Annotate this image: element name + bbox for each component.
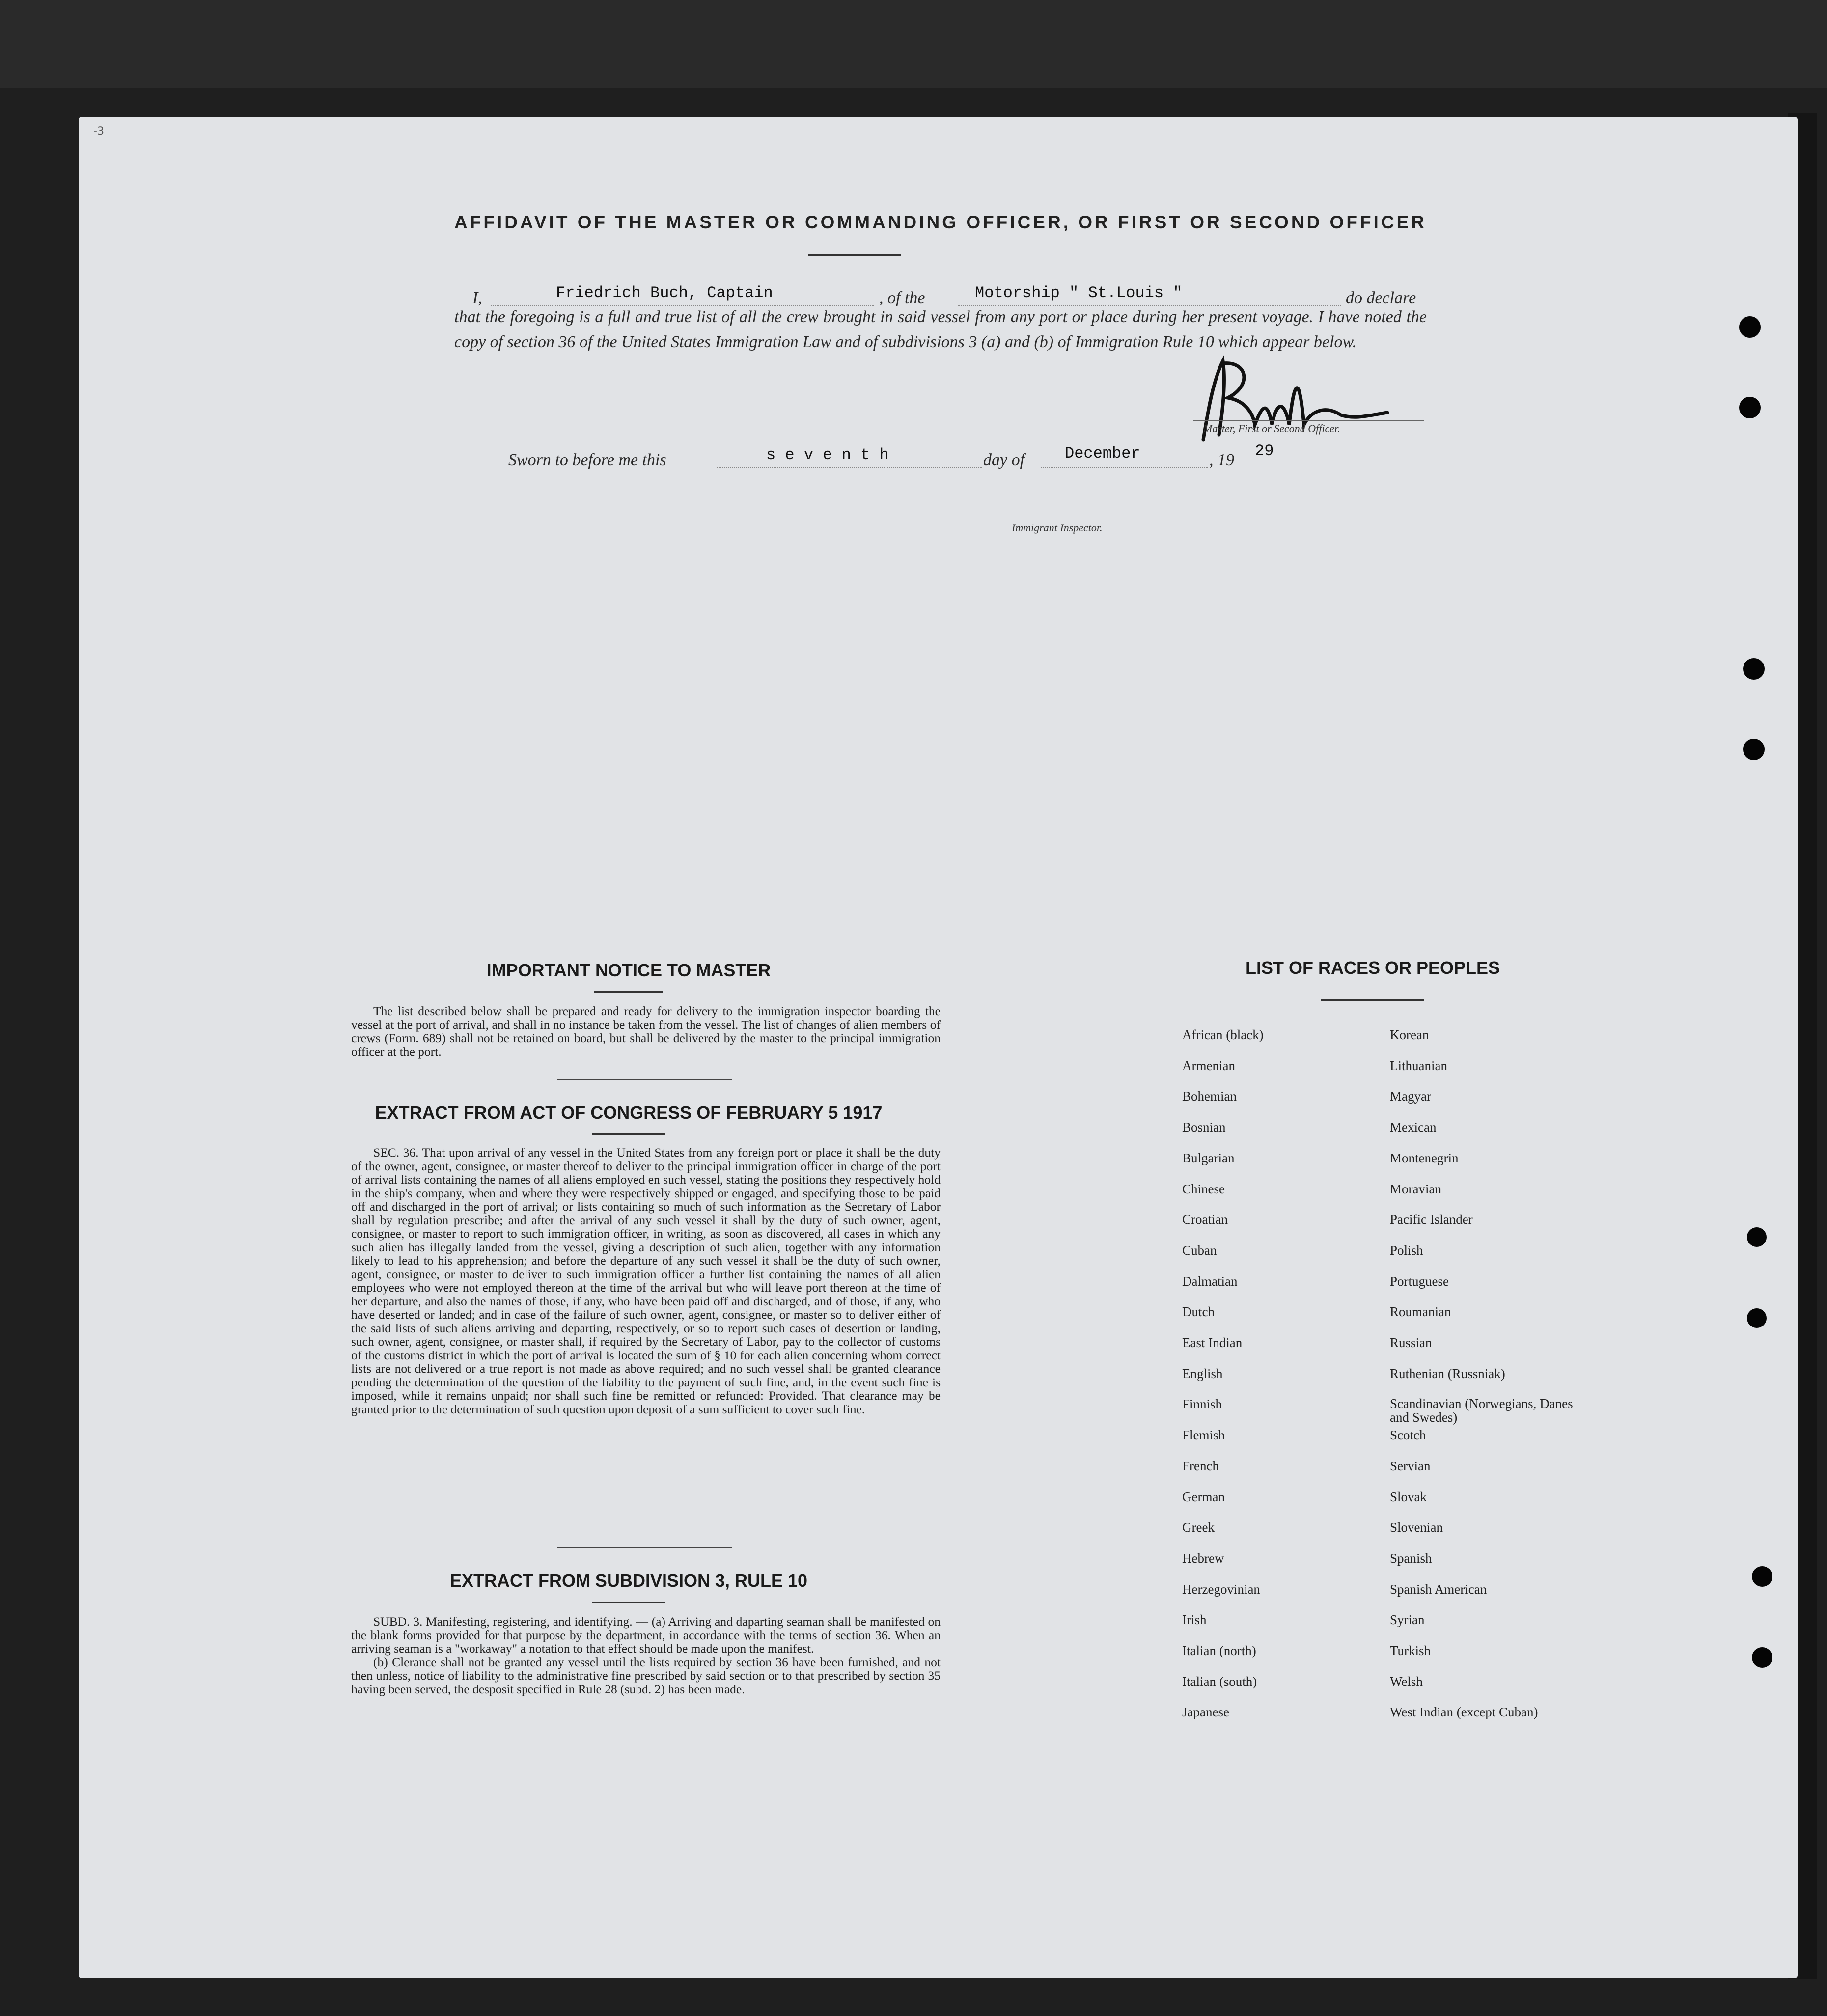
race-item: Syrian: [1390, 1612, 1425, 1628]
race-item: Italian (south): [1182, 1674, 1257, 1689]
punch-hole: [1747, 1308, 1767, 1328]
rule-paragraph-b: (b) Clerance shall not be granted any vessel until the lists required by section 36 have been furnished, and not then unless, notice of liability to the administrative fine prescribed by said section or to that prescribed by section 35 having been served, the desposit specified in Rule 28 (subd. 2) has been made.: [351, 1655, 941, 1696]
captain-name: Friedrich Buch, Captain: [556, 284, 773, 302]
month-fill-line: [1041, 467, 1208, 468]
day-fill-line: [717, 467, 982, 468]
races-underline: [1321, 999, 1424, 1001]
race-item: Bulgarian: [1182, 1150, 1235, 1165]
race-item: Slovak: [1390, 1489, 1427, 1504]
race-item: Herzegovinian: [1182, 1581, 1260, 1597]
rule-title: EXTRACT FROM SUBDIVISION 3, RULE 10: [449, 1571, 808, 1591]
notice-paragraph: The list described below shall be prepared and ready for delivery to the immigration inspector boarding the vessel at the port of arrival, and shall in no instance be taken from the vessel. The list of changes of alien members of crews (Form. 689) shall not be retained on board, but shall be delivered by the master to the principal immigration officer at the port.: [351, 1004, 941, 1059]
race-item: Pacific Islander: [1390, 1212, 1473, 1227]
race-item: Roumanian: [1390, 1304, 1451, 1320]
race-item: Moravian: [1390, 1181, 1441, 1196]
race-item: Dalmatian: [1182, 1273, 1238, 1289]
race-item: Magyar: [1390, 1089, 1431, 1104]
year-prefix: , 19: [1209, 451, 1234, 469]
race-item: Bohemian: [1182, 1089, 1237, 1104]
race-item: Servian: [1390, 1458, 1431, 1473]
race-item: Flemish: [1182, 1428, 1225, 1443]
race-item: West Indian (except Cuban): [1390, 1705, 1538, 1720]
punch-hole: [1739, 316, 1761, 338]
vessel-name: Motorship " St.Louis ": [975, 284, 1183, 302]
race-item: Greek: [1182, 1520, 1215, 1535]
act-title: EXTRACT FROM ACT OF CONGRESS OF FEBRUARY 5 1917: [375, 1103, 883, 1123]
race-item: Spanish: [1390, 1550, 1432, 1566]
punch-hole: [1743, 658, 1765, 680]
race-item: Armenian: [1182, 1058, 1235, 1073]
punch-hole: [1747, 1227, 1767, 1247]
corner-mark: -3: [93, 125, 104, 138]
section-divider-1: [557, 1079, 732, 1080]
race-item: Korean: [1390, 1027, 1429, 1042]
race-item: East Indian: [1182, 1335, 1243, 1350]
rule-underline: [592, 1602, 665, 1603]
race-item: Mexican: [1390, 1120, 1437, 1135]
rule-text: [351, 1615, 941, 1696]
day-of-label: day of: [983, 451, 1025, 469]
year-suffix: 29: [1255, 442, 1274, 460]
declaration-text: that the foregoing is a full and true list of all the crew brought in said vessel from any port or place during her present voyage. I have noted the copy of section 36 of the United States Immigration Law and of subdivisions 3 (a) and (b) of Immigration Rule 10 which appear below.: [454, 308, 1427, 351]
act-paragraph: SEC. 36. That upon arrival of any vessel in the United States from any foreign port or place it shall be the duty of the owner, agent, consignee, or master thereof to deliver to the principal immigration officer in charge of the port of arrival lists containing the names of all aliens employed en such vessel, stating the positions they respectively hold in the ship's company, when and where they were respectively shipped or engaged, and specifying those to be paid off and discharged in the port of arrival; or lists containing so much of such information as the Secretary of Labor shall by regulation prescribe; and after the arrival of any such vessel it shall by the duty of such owner, agent, consignee, or master to report to such immigration officer, in writing, as soon as discovered, all cases in which any such alien has illegally landed from the vessel, giving a description of such alien, together with any information likely to lead to his apprehension; and before the departure of any such vessel it shall be the duty of such owner, agent, consignee, or master to deliver to such immigration officer a further list containing the names of all alien employees who were not employed thereon at the time of the arrival but who will leave port thereon at the time of her departure, and also the names of those, if any, who have been paid off and discharged, and of those, if any, who have deserted or landed; and in case of the failure of such owner, agent, consignee, or master so to deliver either of the said lists of such aliens arriving and departing, respectively, or so to report such cases of desertion or landing, such owner, agent, consignee, or master shall, if required by the Secretary of Labor, pay to the collector of customs of the customs district in which the port of arrival is located the sum of § 10 for each alien concerning whom correct lists are not delivered or a true report is not made as above required; and no such vessel shall be granted clearance pending the determination of the question of the liability to the payment of such fine, and, in the event such fine is imposed, while it remains unpaid; nor shall such fine be remitted or refunded: Provided. That clearance may be granted prior to the determination of such question upon deposit of a sum sufficient to cover such fine.: [351, 1145, 941, 1416]
race-item: Spanish American: [1390, 1581, 1487, 1597]
race-item: Chinese: [1182, 1181, 1225, 1196]
races-title: LIST OF RACES OR PEOPLES: [1245, 958, 1500, 978]
race-item: German: [1182, 1489, 1225, 1504]
race-item: Montenegrin: [1390, 1150, 1459, 1165]
affidavit-title: AFFIDAVIT OF THE MASTER OR COMMANDING OFFICER, OR FIRST OR SECOND OFFICER: [454, 212, 1427, 232]
section-divider-2: [557, 1547, 732, 1548]
race-item: Italian (north): [1182, 1643, 1256, 1658]
signature-line: [1193, 420, 1424, 421]
act-underline: [592, 1133, 665, 1135]
race-item: Finnish: [1182, 1397, 1222, 1412]
race-item: French: [1182, 1458, 1219, 1473]
race-item: African (black): [1182, 1027, 1264, 1042]
race-item: Portuguese: [1390, 1273, 1449, 1289]
act-text: [351, 1146, 941, 1416]
inspector-caption: Immigrant Inspector.: [1012, 522, 1103, 534]
punch-hole: [1752, 1647, 1772, 1668]
of-the-label: , of the: [879, 289, 925, 307]
rule-paragraph-a: SUBD. 3. Manifesting, registering, and identifying. — (a) Arriving and daparting seaman shall be manifested on the blank forms provided for that purpose by the department, in accordance with the terms of section 36. When an arriving seaman is a "workaway" a notation to that effect should be made upon the manifest.: [351, 1614, 941, 1656]
title-underline: [808, 254, 901, 256]
sworn-month: December: [1065, 444, 1140, 463]
race-item: Scandinavian (Norwegians, Danes and Swedes): [1390, 1396, 1573, 1425]
race-item: Slovenian: [1390, 1520, 1443, 1535]
race-item: Russian: [1390, 1335, 1432, 1350]
race-item: Cuban: [1182, 1243, 1217, 1258]
i-label: I,: [472, 289, 482, 307]
scan-top-border: [0, 0, 1827, 88]
sworn-day: s e v e n t h: [766, 446, 889, 464]
race-item: Welsh: [1390, 1674, 1423, 1689]
notice-underline: [594, 991, 663, 993]
notice-text: [351, 1004, 941, 1058]
punch-hole: [1743, 739, 1765, 760]
notice-title: IMPORTANT NOTICE TO MASTER: [486, 960, 771, 980]
race-item: Hebrew: [1182, 1550, 1224, 1566]
race-item: Ruthenian (Russniak): [1390, 1366, 1505, 1381]
punch-hole: [1739, 397, 1761, 418]
race-item: Polish: [1390, 1243, 1423, 1258]
race-item: Scotch: [1390, 1428, 1426, 1443]
race-item: Irish: [1182, 1612, 1207, 1628]
race-item: Dutch: [1182, 1304, 1215, 1320]
race-item: English: [1182, 1366, 1223, 1381]
race-item: Turkish: [1390, 1643, 1431, 1658]
do-declare-label: do declare: [1346, 289, 1416, 307]
race-item: Japanese: [1182, 1705, 1229, 1720]
punch-hole: [1752, 1566, 1772, 1587]
sworn-label: Sworn to before me this: [508, 451, 666, 469]
signature-caption: Master, First or Second Officer.: [1203, 422, 1340, 435]
race-item: Croatian: [1182, 1212, 1228, 1227]
race-item: Bosnian: [1182, 1120, 1226, 1135]
race-item: Lithuanian: [1390, 1058, 1447, 1073]
